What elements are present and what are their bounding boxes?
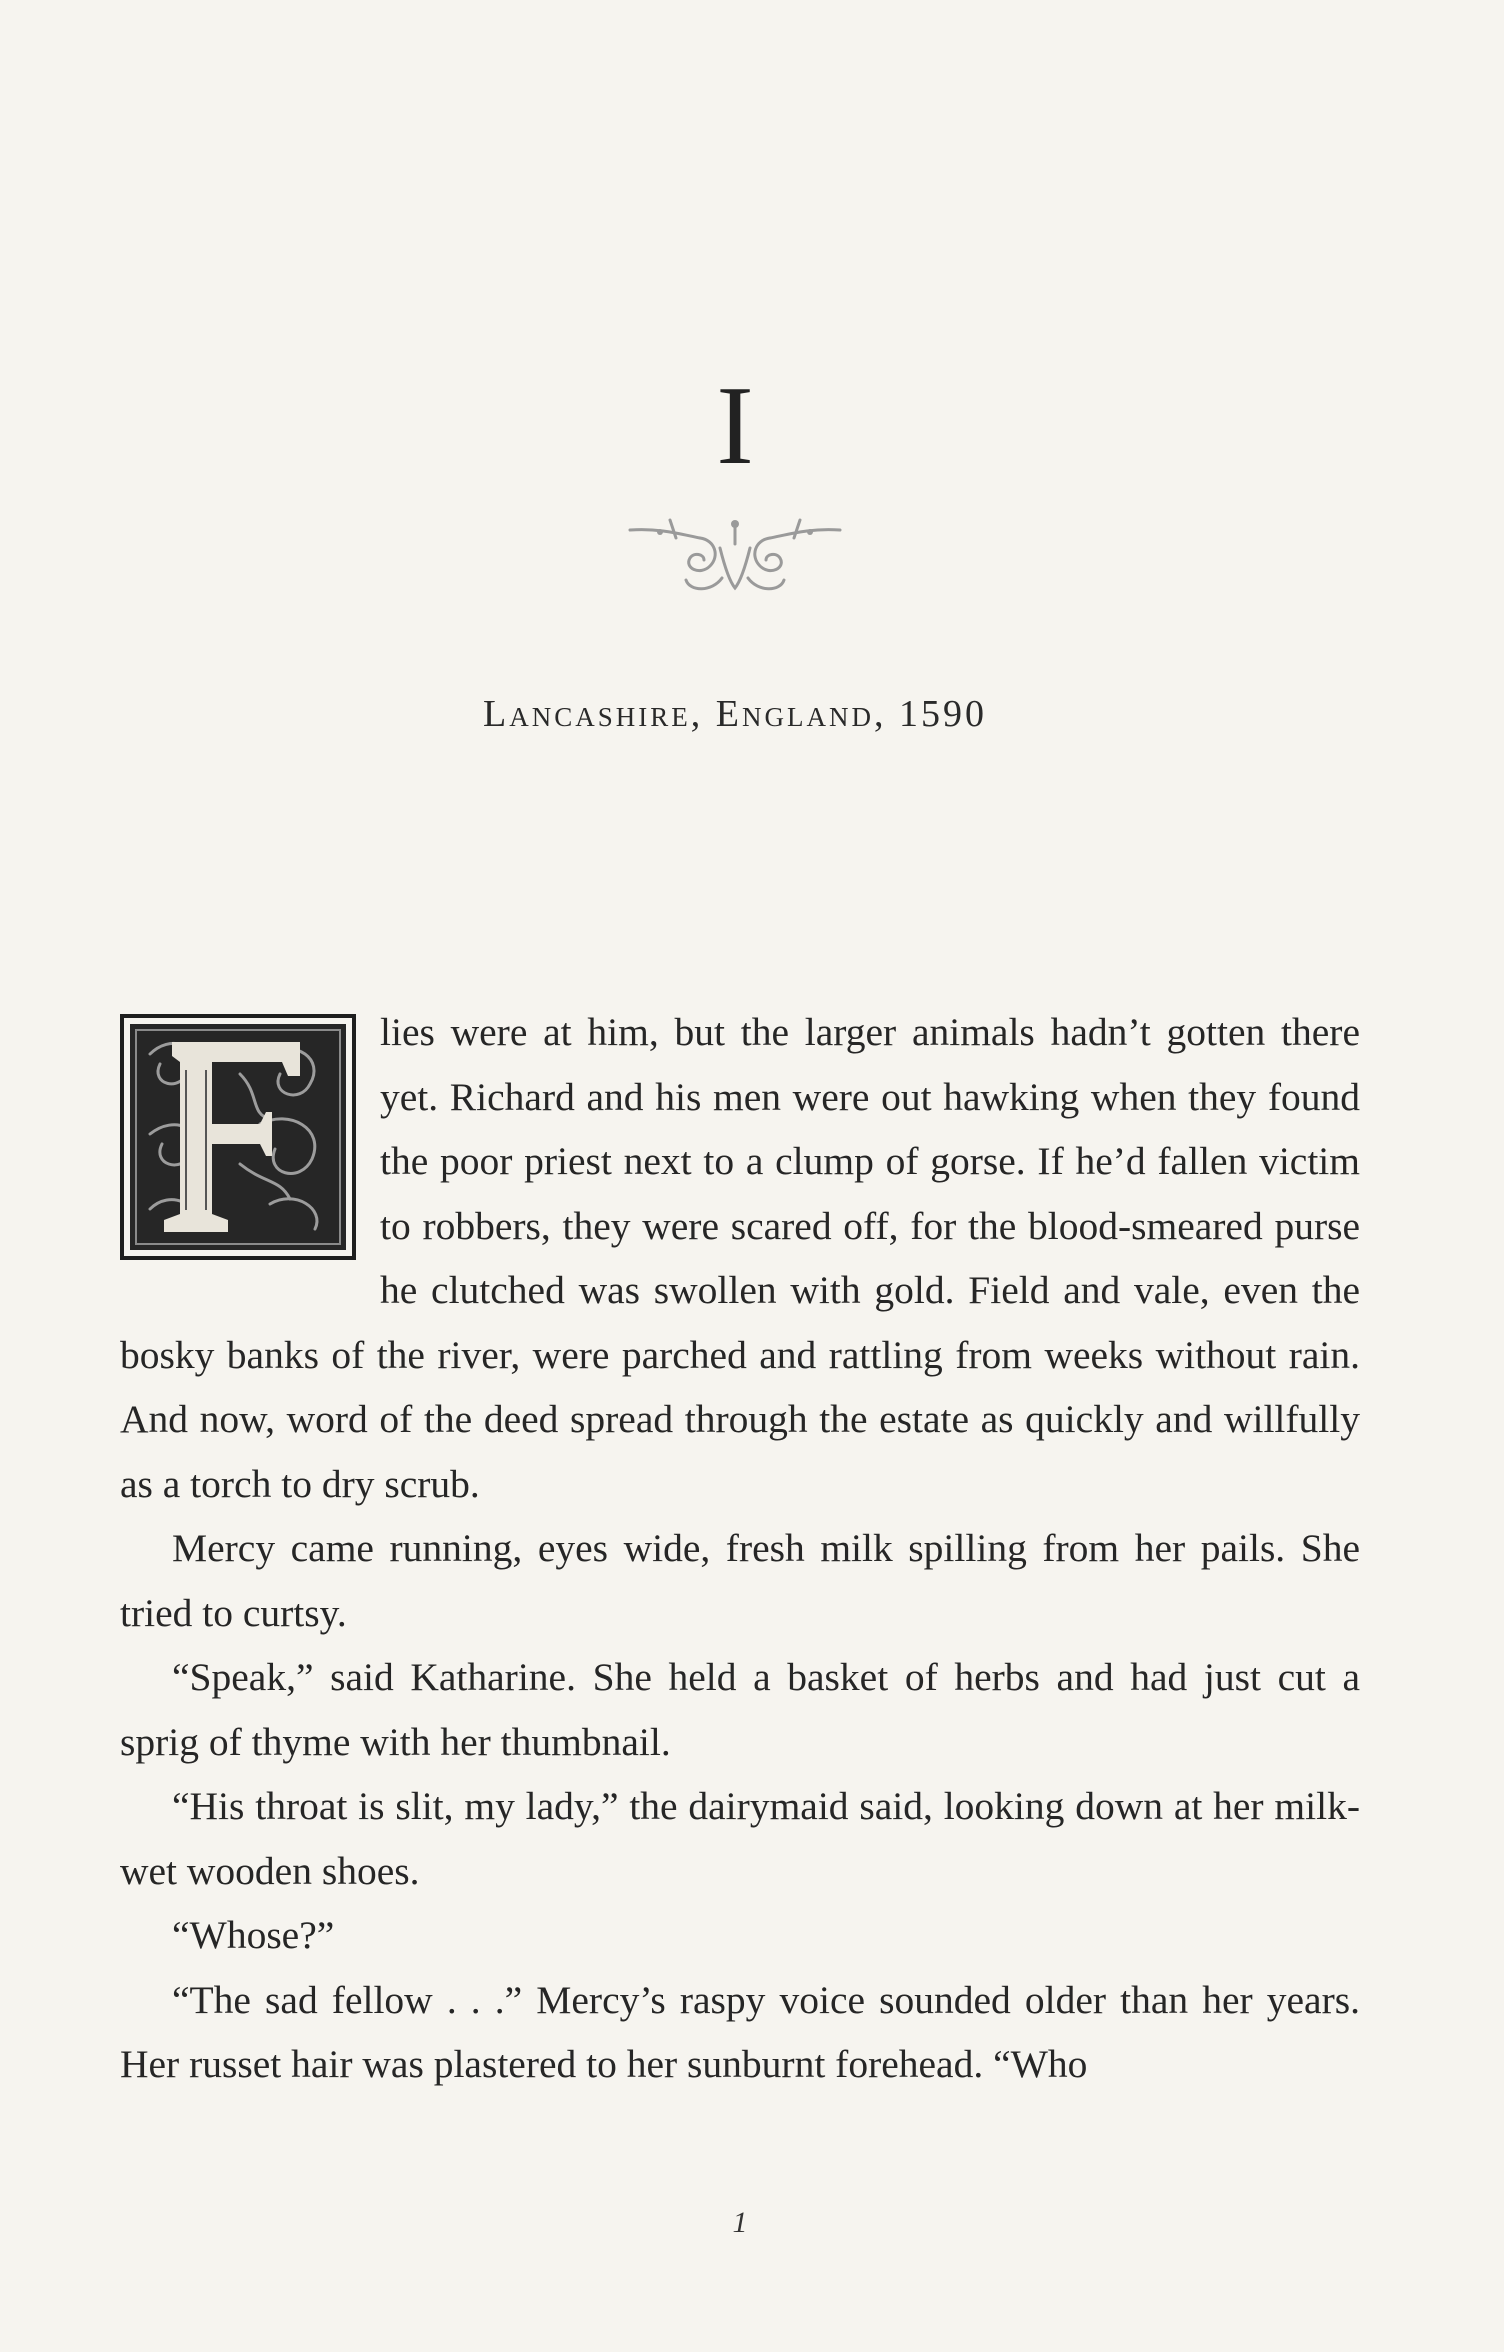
paragraph: “His throat is slit, my lady,” the dairymaid said, looking down at her milk-wet wooden shoes. bbox=[120, 1784, 1360, 1893]
paragraph: “The sad fellow . . .” Mercy’s raspy voice sounded older than her years. Her russet hair was plastered to her sunburnt forehead. “Who bbox=[120, 1977, 1360, 2086]
paragraph bbox=[120, 1000, 1360, 1516]
paragraph: Mercy came running, eyes wide, fresh milk spilling from her pails. She tried to curtsy. bbox=[120, 1526, 1360, 1635]
chapter-number: I bbox=[716, 364, 754, 488]
flourish-ornament-icon bbox=[620, 508, 850, 598]
paragraph: “Speak,” said Katharine. She held a basket of herbs and had just cut a sprig of thyme with her thumbnail. bbox=[120, 1655, 1360, 1764]
paragraph: “Whose?” bbox=[172, 1913, 335, 1957]
chapter-location-heading: Lancashire, England, 1590 bbox=[483, 693, 987, 735]
chapter-body bbox=[120, 1000, 1360, 2097]
paragraph-text: lies were at him, but the larger animals hadn’t gotten there yet. Richard and his men were out hawking when they found the poor priest next to a clump of gorse. If he’d fallen victim to robbers, they were scared off, for the blood-smeared purse he clutched was swollen with gold. Field and vale, even the bosky banks of the river, were parched and rattling from weeks without rain. And now, word of the deed spread through the estate as quickly and willfully as a torch to dry scrub. bbox=[120, 1010, 1360, 1506]
page-number: 1 bbox=[732, 2206, 748, 2239]
ornamental-initial-icon bbox=[120, 1014, 356, 1260]
